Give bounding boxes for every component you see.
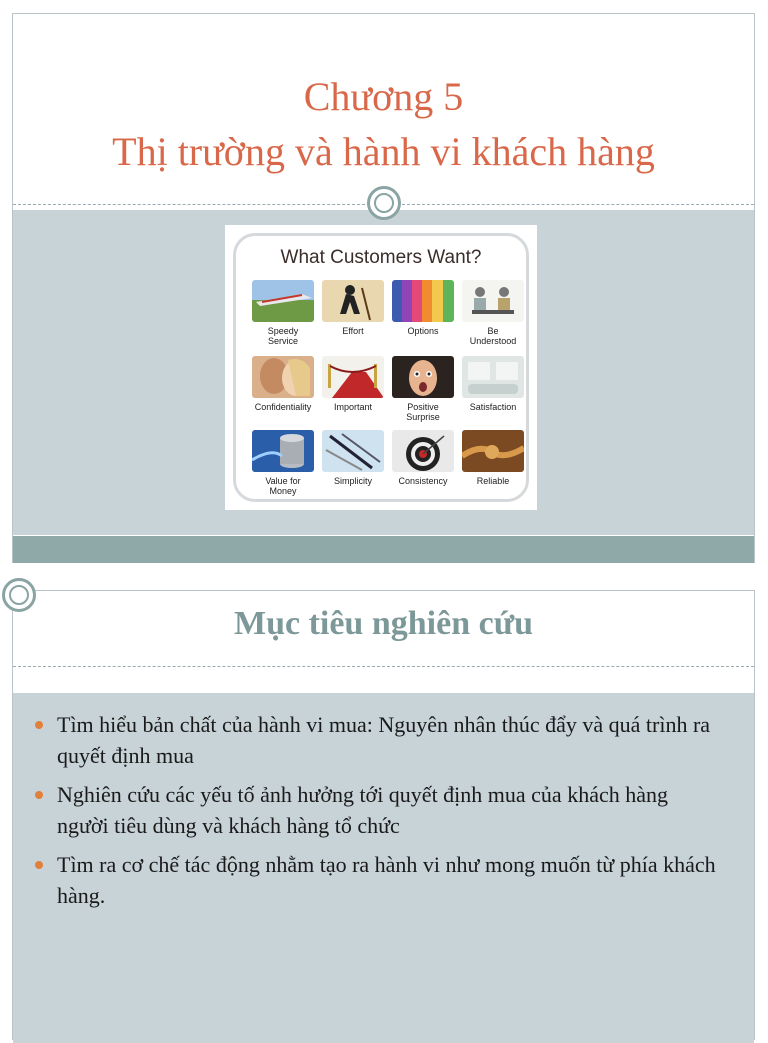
list-item: Nghiên cứu các yếu tố ảnh hưởng tới quyết định mua của khách hàng người tiêu dùng và khách hàng tổ chức <box>35 779 725 841</box>
grid-item-effort: Effort <box>320 280 386 336</box>
whisper-icon <box>252 356 314 398</box>
red-carpet-icon <box>322 356 384 398</box>
coins-icon <box>252 430 314 472</box>
grid-item-simplicity: Simplicity <box>320 430 386 486</box>
list-item: Tìm hiểu bản chất của hành vi mua: Nguyên nhân thúc đẩy và quá trình ra quyết định mua <box>35 709 725 771</box>
slide-2 <box>12 590 755 1040</box>
grid-item-positive-surprise: Positive Surprise <box>390 356 456 422</box>
grid-item-important: Important <box>320 356 386 412</box>
ring-ornament-icon <box>367 186 401 220</box>
grid-item-be-understood: Be Understood <box>460 280 526 346</box>
slide-1-footer-band <box>13 536 754 563</box>
grid-item-confidentiality: Confidentiality <box>250 356 316 412</box>
pens-icon <box>322 430 384 472</box>
slide-1 <box>12 13 755 563</box>
chapter-subtitle: Thị trường và hành vi khách hàng <box>112 129 655 174</box>
surprised-face-icon <box>392 356 454 398</box>
grid-item-options: Options <box>390 280 456 336</box>
train-icon <box>252 280 314 322</box>
grid-item-speedy-service: Speedy Service <box>250 280 316 346</box>
title-divider <box>13 666 754 667</box>
grid-item-value-for-money: Value for Money <box>250 430 316 496</box>
dartboard-icon <box>392 430 454 472</box>
grid-item-satisfaction: Satisfaction <box>460 356 526 412</box>
slide-2-title: Mục tiêu nghiên cứu <box>233 605 534 642</box>
slide-2-body <box>13 693 754 1043</box>
meeting-icon <box>462 280 524 322</box>
list-item: Tìm ra cơ chế tác động nhằm tạo ra hành vi như mong muốn từ phía khách hàng. <box>35 849 725 911</box>
ring-ornament-icon <box>2 578 36 612</box>
image-heading: What Customers Want? <box>280 247 482 268</box>
options-icon <box>392 280 454 322</box>
effort-icon <box>322 280 384 322</box>
slide-1-title <box>13 69 754 179</box>
image-card <box>233 233 529 502</box>
rope-knot-icon <box>462 430 524 472</box>
bath-icon <box>462 356 524 398</box>
grid-item-reliable: Reliable <box>460 430 526 486</box>
customers-want-image <box>225 225 537 510</box>
objective-list <box>35 709 725 919</box>
chapter-title: Chương 5 <box>303 74 464 119</box>
grid-item-consistency: Consistency <box>390 430 456 486</box>
